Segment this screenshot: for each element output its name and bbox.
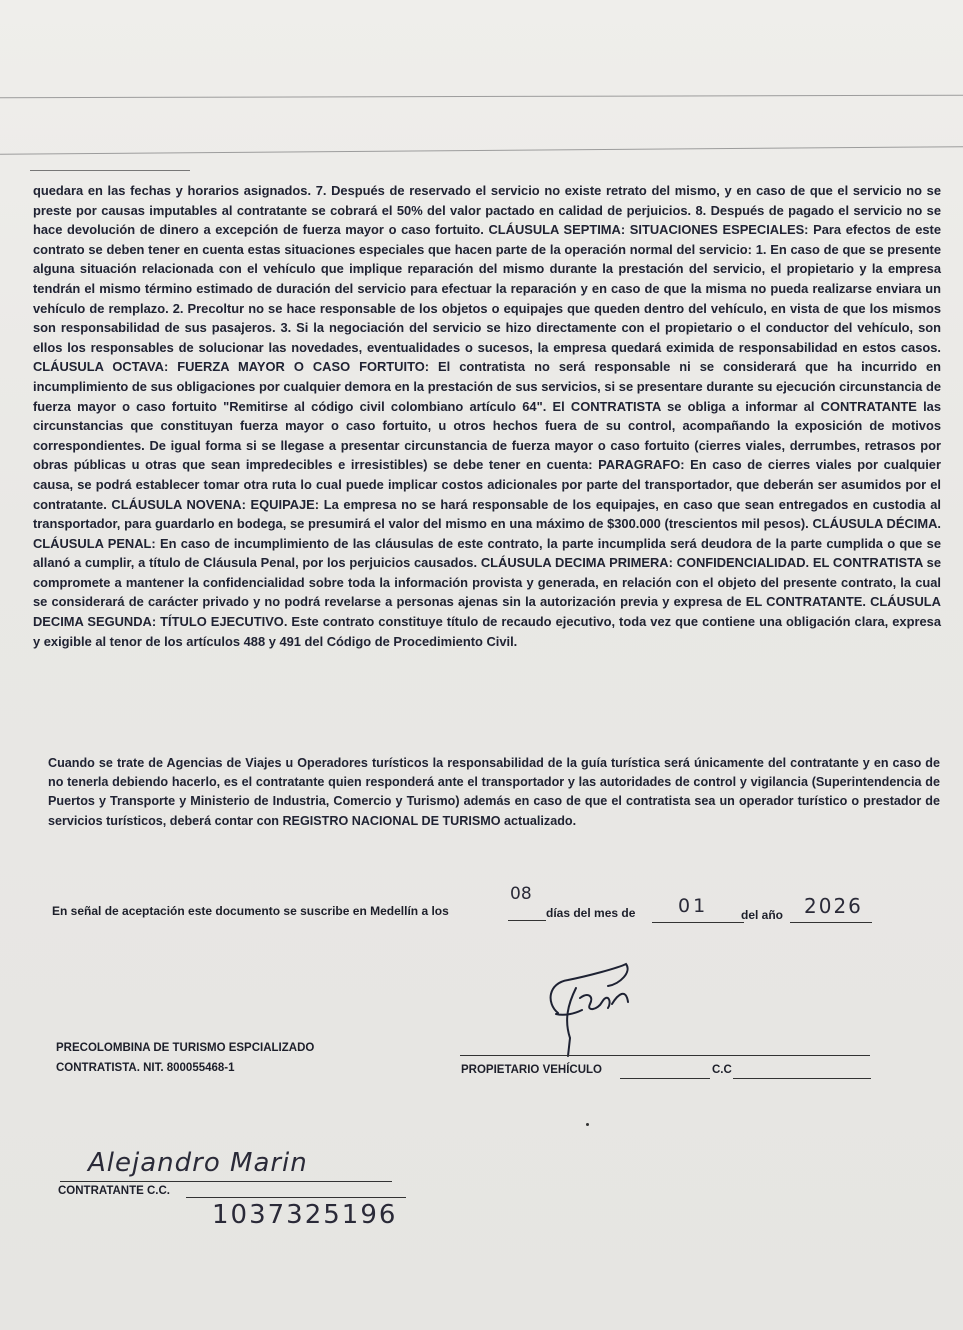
owner-signature	[528, 958, 648, 1058]
contratante-cc-underline	[186, 1197, 406, 1198]
month-underline	[652, 922, 744, 923]
top-rule-1	[0, 95, 963, 99]
month-handwritten: 01	[678, 895, 709, 917]
days-label: días del mes de	[546, 906, 636, 920]
company-nit: CONTRATISTA. NIT. 800055468-1	[56, 1062, 235, 1074]
contratante-name-underline	[60, 1181, 392, 1182]
owner-cc-underline	[733, 1078, 871, 1079]
top-rule-2	[0, 146, 963, 155]
year-underline	[790, 922, 872, 923]
acceptance-prefix: En señal de aceptación este documento se suscribe en Medellín a los	[52, 904, 449, 918]
day-underline	[508, 920, 546, 921]
year-label: del año	[741, 908, 784, 922]
owner-label: PROPIETARIO VEHÍCULO	[461, 1064, 602, 1076]
contratante-id-handwritten: 1037325196	[212, 1200, 398, 1230]
contratante-label: CONTRATANTE C.C.	[58, 1185, 171, 1197]
year-handwritten: 2026	[804, 894, 863, 918]
owner-name-underline	[620, 1078, 710, 1079]
owner-signature-line	[460, 1055, 870, 1056]
owner-cc-label: C.C	[712, 1064, 732, 1076]
company-name: PRECOLOMBINA DE TURISMO ESPCIALIZADO	[56, 1042, 315, 1054]
contratante-handwritten-name: Alejandro Marin	[88, 1148, 308, 1178]
ink-dot	[586, 1123, 589, 1126]
top-rule-3	[30, 170, 190, 171]
contract-clauses-paragraph: quedara en las fechas y horarios asignados. 7. Después de reservado el servicio no existe retrato del mismo, y en caso de que el servicio no se preste por causas imputables al contratante se cobrará el 50% del valor pactado en calidad de perjuicios. 8. Después de pagado el servicio no se hace devolución de dinero a excepción de fuerza mayor o caso fortuito. CLÁUSULA SEPTIMA: SITUACIONES ESPECIALES: Para efectos de este contrato se deben tener en cuenta estas situaciones especiales que hacen parte de la operación normal del servicio: 1. En caso de que se presente alguna situación relacionada con el vehículo que implique reparación del mismo durante la prestación del servicio, el propietario y la empresa tendrán el mismo término estimado de duración del servicio para efectuar la reparación y en caso de que la misma no pueda realizarse enviara un vehículo de remplazo. 2. Precoltur no se hace responsable de los objetos o equipajes que queden dentro del vehículo, en vista de que los mismos son responsabilidad de sus pasajeros. 3. Si la negociación del servicio se hizo directamente con el propietario o el conductor del vehículo, son ellos los responsables de solucionar las novedades, eventualidades o sucesos, la empresa quedará eximida de responsabilidad en estos casos. CLÁUSULA OCTAVA: FUERZA MAYOR O CASO FORTUITO: El contratista no será responsable ni se considerará que ha incurrido en incumplimiento de sus obligaciones por cualquier demora en la prestación de sus servicios, si se presentare durante su ejecución circunstancia de fuerza mayor o caso fortuito "Remitirse al código civil colombiano artículo 64". El CONTRATISTA se obliga a informar al CONTRATANTE las circunstancias que constituyan fuerza mayor o caso fortuito, u otros hechos fuera de su control, acompañando la exposición de motivos correspondientes. De igual forma si se llegase a presentar circunstancia de fuerza mayor o caso fortuito (cierres viales, derrumbes, retrasos por obras públicas u otras que sean impredecibles e irresistibles) se debe tener en cuenta: PARAGRAFO: En caso de cierres viales por cualquier causa, se podrá establecer tomar otra ruta lo cual puede implicar costos adicionales por parte del transportador, que deberán ser asumidos por el contratante. CLÁUSULA NOVENA: EQUIPAJE: La empresa no se hará responsable de los equipajes, en caso que sean entregados en custodia al transportador, para guardarlo en bodega, se presumirá el valor del mismo en una máximo de $300.000 (trescientos mil pesos). CLÁUSULA DÉCIMA. CLÁUSULA PENAL: En caso de incumplimiento de las cláusulas de este contrato, la parte incumplida será deudora de la parte cumplida o que se allanó a cumplir, a título de Cláusula Penal, por los perjuicios causados. CLÁUSULA DECIMA PRIMERA: CONFIDENCIALIDAD. EL CONTRATISTA se compromete a mantener la confidencialidad sobre toda la información provista y generada, en relación con el objeto del presente contrato, la cual se considerará de carácter privado y no podrá revelarse a personas ajenas sin la autorización previa y expresa de EL CONTRATANTE. CLÁUSULA DECIMA SEGUNDA: TÍTULO EJECUTIVO. Este contrato constituye título de recaudo ejecutivo, toda vez que contiene una obligación clara, expresa y exigible al tenor de los artículos 488 y 491 del Código de Procedimiento Civil.	[33, 183, 941, 649]
tour-operators-paragraph: Cuando se trate de Agencias de Viajes u Operadores turísticos la responsabilidad de la guía turística será únicamente del contratante y en caso de no tenerla debiendo hacerlo, es el contratante quien responderá ante el transportador y las autoridades de control y vigilancia (Superintendencia de Puertos y Transporte y Ministerio de Industria, Comercio y Turismo) además en caso de que el contratista sea un operador turístico o prestador de servicios turísticos, deberá contar con REGISTRO NACIONAL DE TURISMO actualizado.	[48, 756, 940, 828]
day-handwritten: 08	[510, 884, 532, 904]
